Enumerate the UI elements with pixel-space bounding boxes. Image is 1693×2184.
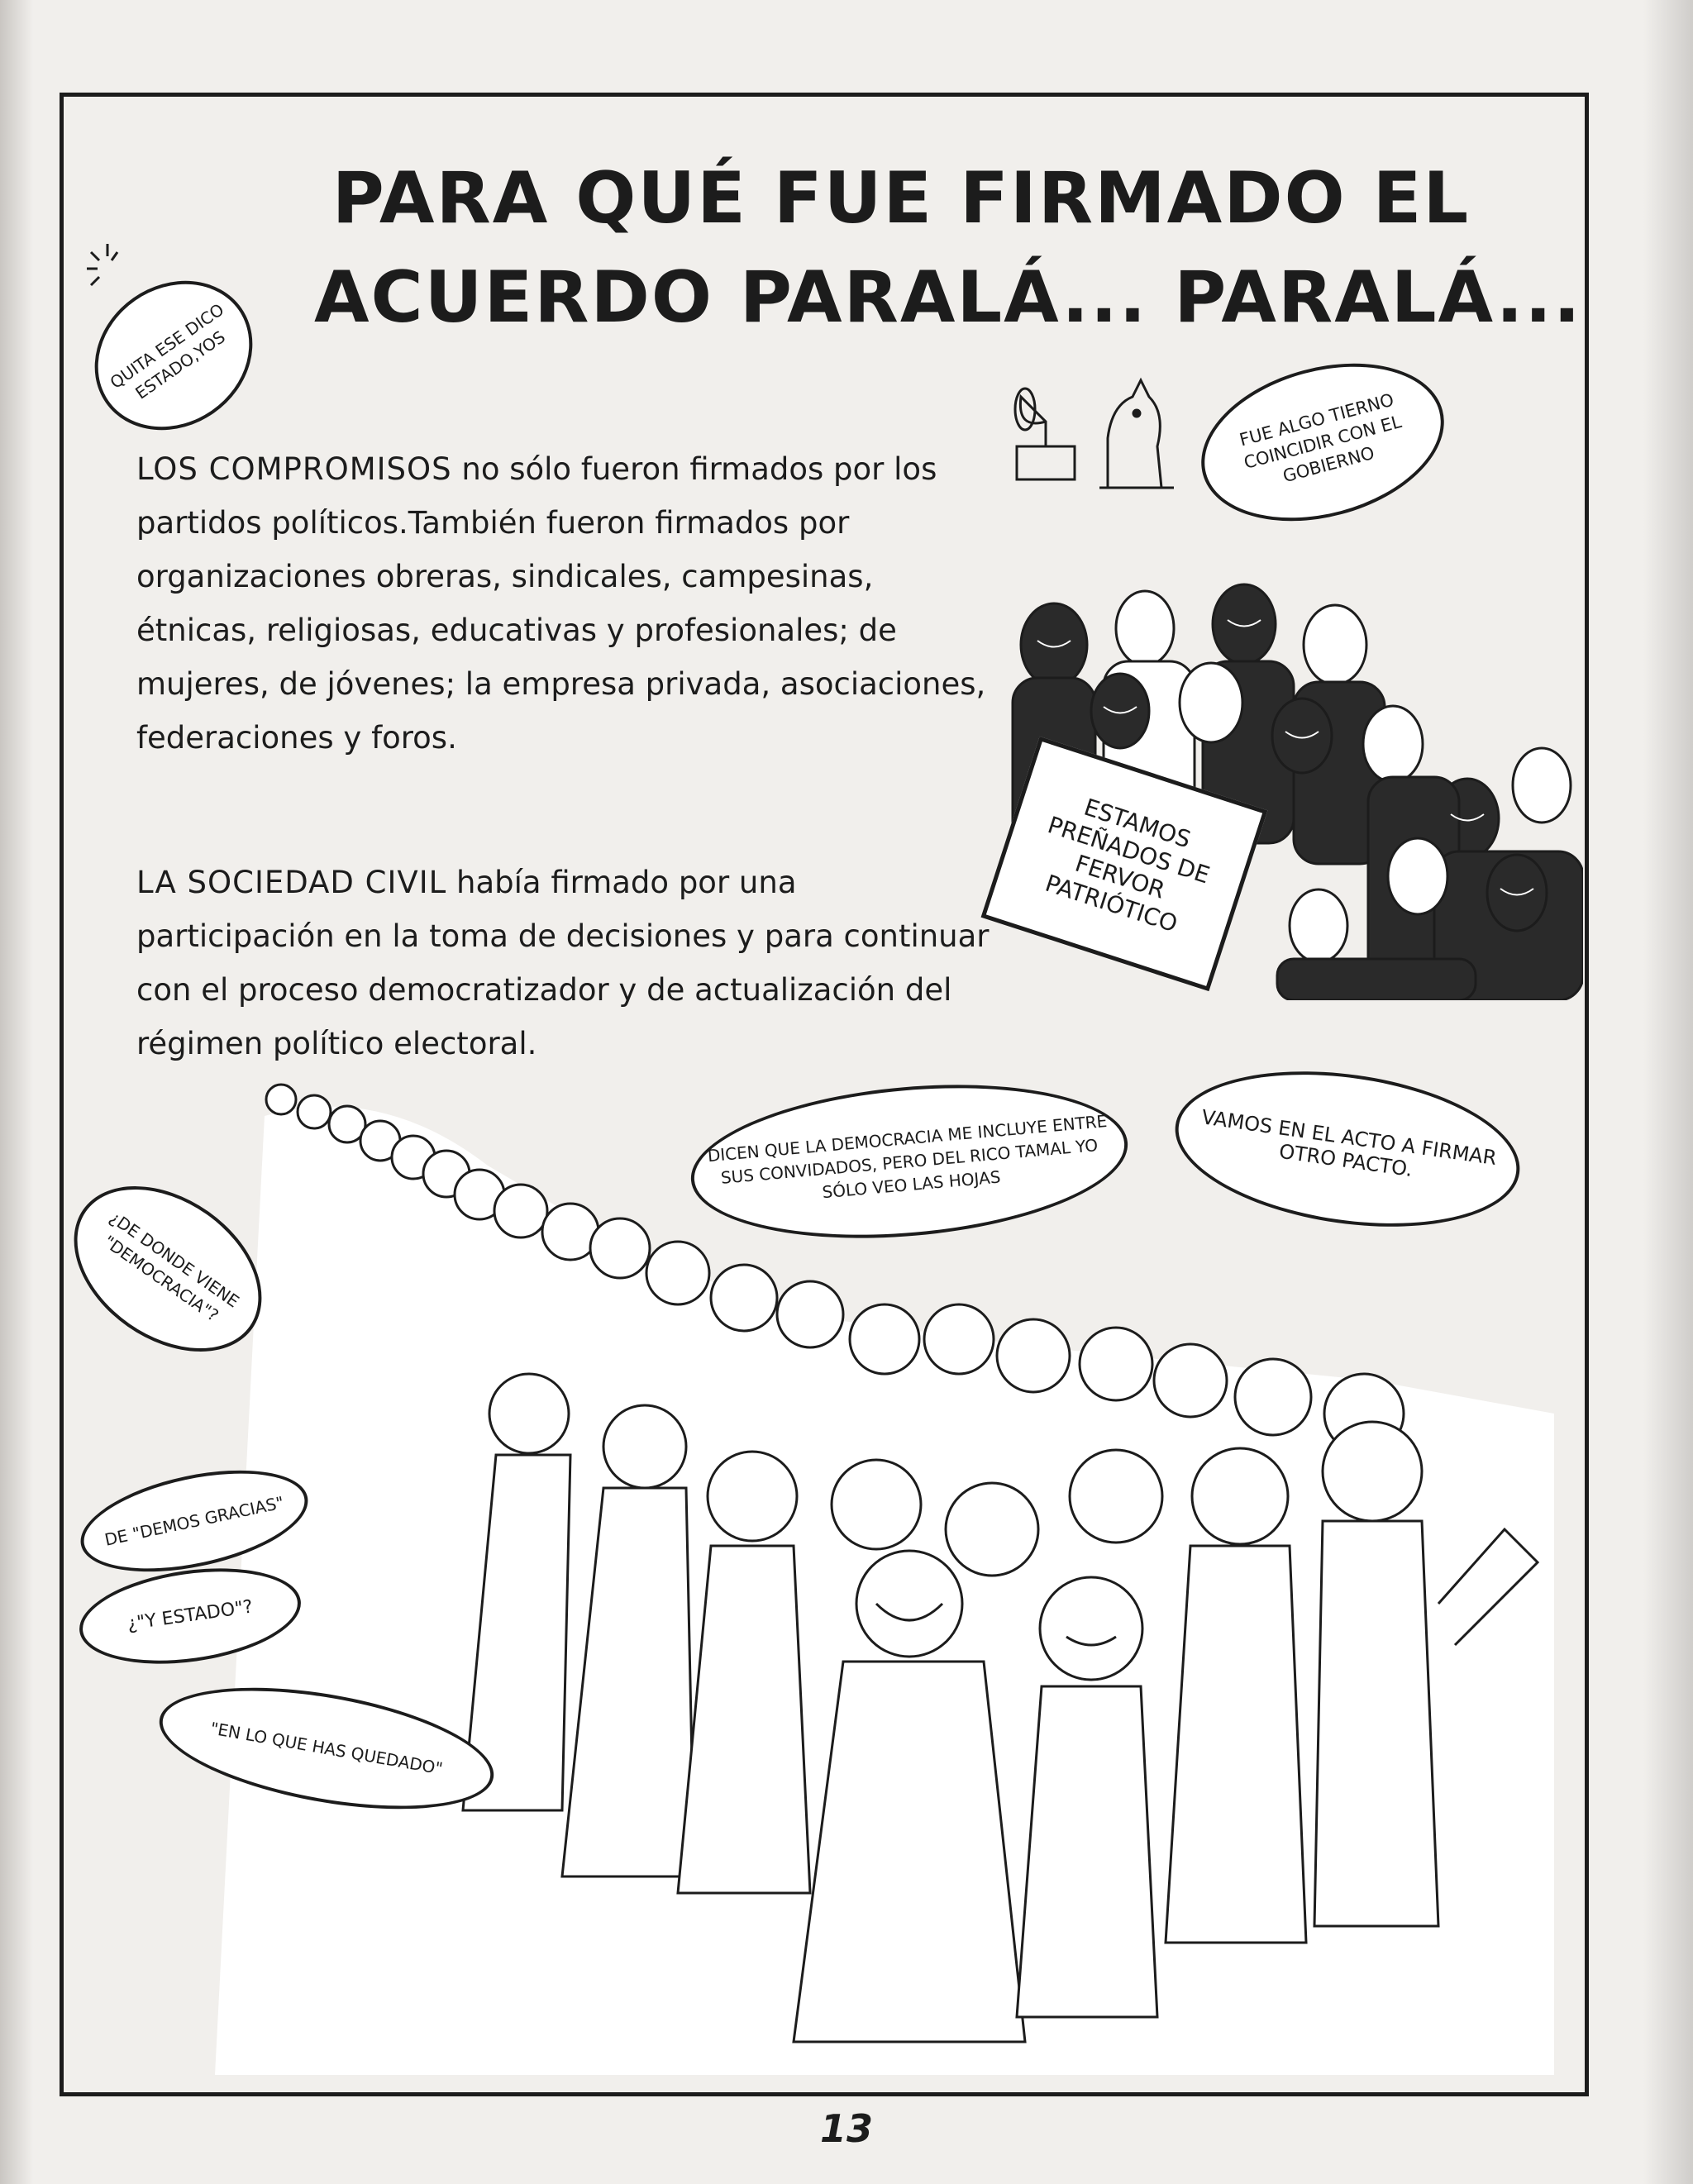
title-line-2: ACUERDO PARALÁ... PARALÁ... [314,256,1582,339]
page-edge-shadow-left [0,0,33,2184]
page-title [314,149,1582,347]
page-edge-shadow-right [1643,0,1693,2184]
page-number: 13 [819,2106,873,2151]
paragraph-commitments-lead: LOS COMPROMISOS [136,451,452,487]
speech-bubble-left-1: DE "DEMOS GRACIAS" [72,1452,317,1590]
title-line-1: PARA QUÉ FUE FIRMADO EL [331,157,1471,240]
paragraph-civil-society [136,856,996,1071]
speech-bubble-left-3: "EN LO QUE HAS QUEDADO" [150,1666,503,1830]
speech-bubble-top-right: FUE ALGO TIERNO COINCIDIR CON EL GOBIERNO [1184,338,1462,546]
speech-bubble-left-2: ¿"Y ESTADO"? [74,1556,308,1677]
speech-bubble-left-top: ¿DE DONDE VIENE "DEMOCRACIA"? [43,1152,293,1386]
phonograph-dog-icon [1009,364,1174,504]
speech-bubble-right: VAMOS EN EL ACTO A FIRMAR OTRO PACTO. [1166,1051,1530,1247]
speech-bubble-middle: DICEN QUE LA DEMOCRACIA ME INCLUYE ENTRE SUS CONVIDADOS, PERO DEL RICO TAMAL YO SÓLO VEO LAS HOJAS [684,1068,1134,1255]
sparkle-icon [83,240,124,298]
paragraph-civil-society-lead: LA SOCIEDAD CIVIL [136,865,447,900]
paragraph-civil-society-text: había firmado por una participación en la toma de decisiones y para continuar con el proceso democratizador y de actualización del régimen político electoral. [136,865,990,1061]
paragraph-commitments [136,442,996,765]
protest-sign: ESTAMOS PREÑADOS DE FERVOR PATRIÓTICO [981,737,1268,991]
paragraph-commitments-text: no sólo fueron firmados por los partidos políticos.También fueron firmados por organizaciones obreras, sindicales, campesinas, étnicas, religiosas, educativas y profesionales; de mujeres, de jóvenes; la empresa privada, asociaciones, federaciones y foros. [136,451,986,756]
speech-bubble-top-left: QUITA ESE DICO ESTADO,YOS [65,250,281,460]
